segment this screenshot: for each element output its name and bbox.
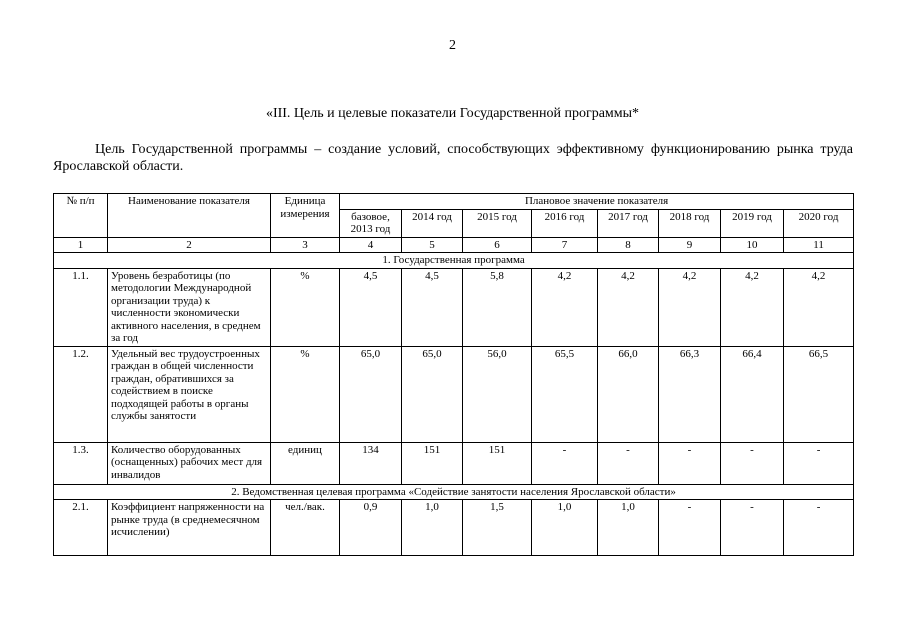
table-row xyxy=(54,346,854,442)
header-year: 2019 год xyxy=(721,209,784,237)
row-value: 1,0 xyxy=(532,500,598,556)
page-number: 2 xyxy=(449,38,456,53)
header-year: 2014 год xyxy=(402,209,463,237)
row-value: 66,5 xyxy=(784,346,854,442)
column-number: 2 xyxy=(108,237,271,253)
row-num: 1.1. xyxy=(54,268,108,346)
row-value: - xyxy=(721,442,784,484)
row-value: 4,2 xyxy=(659,268,721,346)
section-row xyxy=(54,484,854,500)
column-number: 10 xyxy=(721,237,784,253)
column-number-row xyxy=(54,237,854,253)
row-value: 56,0 xyxy=(463,346,532,442)
column-number: 4 xyxy=(340,237,402,253)
row-value: - xyxy=(784,442,854,484)
column-number: 9 xyxy=(659,237,721,253)
column-number: 5 xyxy=(402,237,463,253)
header-planned: Плановое значение показателя xyxy=(340,194,854,210)
section-row xyxy=(54,253,854,269)
table-row xyxy=(54,268,854,346)
row-value: - xyxy=(659,442,721,484)
indicators-table xyxy=(53,193,854,556)
header-year: 2018 год xyxy=(659,209,721,237)
header-unit: Единица измерения xyxy=(271,194,340,238)
row-value: - xyxy=(598,442,659,484)
column-number: 6 xyxy=(463,237,532,253)
row-value: 1,5 xyxy=(463,500,532,556)
row-value: 65,5 xyxy=(532,346,598,442)
row-unit: единиц xyxy=(271,442,340,484)
row-value: 4,5 xyxy=(340,268,402,346)
row-num: 1.2. xyxy=(54,346,108,442)
row-value: 134 xyxy=(340,442,402,484)
row-unit: % xyxy=(271,268,340,346)
row-value: 4,2 xyxy=(598,268,659,346)
header-year: базовое, 2013 год xyxy=(340,209,402,237)
header-year: 2016 год xyxy=(532,209,598,237)
header-year: 2020 год xyxy=(784,209,854,237)
row-value: 65,0 xyxy=(402,346,463,442)
section-title: «III. Цель и целевые показатели Государственной программы* xyxy=(265,106,640,121)
row-value: 66,4 xyxy=(721,346,784,442)
row-name: Уровень безработицы (по методологии Международной организации труда) к численности экономически активного населения, в среднем за год xyxy=(108,268,271,346)
row-unit: чел./вак. xyxy=(271,500,340,556)
row-value: 66,3 xyxy=(659,346,721,442)
column-number: 7 xyxy=(532,237,598,253)
header-year: 2017 год xyxy=(598,209,659,237)
row-num: 2.1. xyxy=(54,500,108,556)
header-row-top xyxy=(54,194,854,210)
row-value: 4,5 xyxy=(402,268,463,346)
row-unit: % xyxy=(271,346,340,442)
section-heading: 2. Ведомственная целевая программа «Содействие занятости населения Ярославской области» xyxy=(54,484,854,500)
column-number: 11 xyxy=(784,237,854,253)
goal-paragraph: Цель Государственной программы – создание условий, способствующих эффективному функционированию рынка труда Ярославской области. xyxy=(53,142,853,174)
column-number: 3 xyxy=(271,237,340,253)
row-value: 151 xyxy=(463,442,532,484)
row-value: 4,2 xyxy=(784,268,854,346)
column-number: 8 xyxy=(598,237,659,253)
row-value: 65,0 xyxy=(340,346,402,442)
section-heading: 1. Государственная программа xyxy=(54,253,854,269)
row-value: - xyxy=(532,442,598,484)
row-value: 1,0 xyxy=(598,500,659,556)
header-num: № п/п xyxy=(54,194,108,238)
header-year: 2015 год xyxy=(463,209,532,237)
row-name: Количество оборудованных (оснащенных) рабочих мест для инвалидов xyxy=(108,442,271,484)
row-value: - xyxy=(659,500,721,556)
row-value: - xyxy=(784,500,854,556)
row-value: 5,8 xyxy=(463,268,532,346)
table-row xyxy=(54,442,854,484)
table-row xyxy=(54,500,854,556)
row-value: 151 xyxy=(402,442,463,484)
row-value: 66,0 xyxy=(598,346,659,442)
row-value: 0,9 xyxy=(340,500,402,556)
column-number: 1 xyxy=(54,237,108,253)
header-name: Наименование показателя xyxy=(108,194,271,238)
row-value: 4,2 xyxy=(532,268,598,346)
row-name: Коэффициент напряженности на рынке труда (в среднемесячном исчислении) xyxy=(108,500,271,556)
row-name: Удельный вес трудоустроенных граждан в общей численности граждан, обратившихся за содействием в поиске подходящей работы в органы службы занятости xyxy=(108,346,271,442)
row-num: 1.3. xyxy=(54,442,108,484)
row-value: - xyxy=(721,500,784,556)
row-value: 4,2 xyxy=(721,268,784,346)
row-value: 1,0 xyxy=(402,500,463,556)
